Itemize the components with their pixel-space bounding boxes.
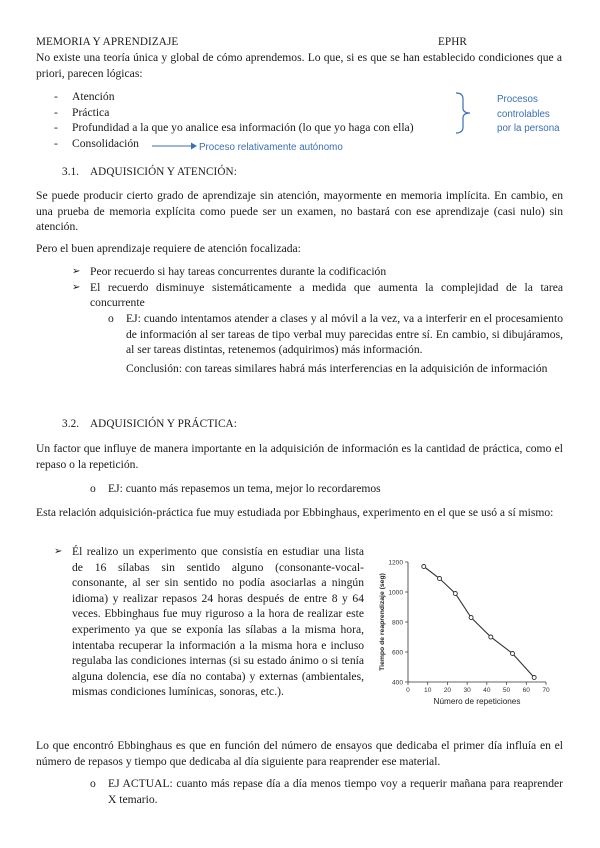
data-point <box>469 616 473 620</box>
y-ticks <box>388 560 408 687</box>
dash-marker: - <box>54 105 58 119</box>
dash-marker: - <box>54 90 58 103</box>
section1-paragraph-2: Pero el buen aprendizaje requiere de atención focalizada: <box>36 242 301 255</box>
x-tick-label: 40 <box>483 687 491 694</box>
data-point <box>422 565 426 569</box>
example-text: EJ ACTUAL: cuanto más repase día a día menos tiempo voy a requerir mañana para reaprender X temario. <box>108 777 563 806</box>
list-item <box>54 105 474 121</box>
section1-example-block <box>108 311 563 376</box>
section-number: 3.1. <box>62 166 80 178</box>
condition-text: Práctica <box>72 105 110 119</box>
note-line: por la persona <box>497 123 560 134</box>
x-axis-label: Número de repeticiones <box>433 697 521 706</box>
header-title: MEMORIA Y APRENDIZAJE <box>36 36 179 48</box>
y-tick-label: 1000 <box>388 589 403 597</box>
x-tick-label: 60 <box>522 687 530 694</box>
list-item <box>54 120 474 136</box>
list-item <box>54 89 474 105</box>
y-axis-label: Tiempo de reaprendizaje (seg) <box>379 573 386 671</box>
arrow-right-icon <box>150 140 200 152</box>
circle-bullet-icon: o <box>90 777 96 790</box>
list-item <box>90 776 563 807</box>
example-text: EJ: cuanto más repasemos un tema, mejor lo recordaremos <box>108 482 381 495</box>
note-line: Procesos <box>497 94 538 105</box>
x-ticks <box>406 682 550 694</box>
series-line <box>424 567 534 678</box>
y-tick-label: 400 <box>391 679 403 687</box>
section1-paragraph-1: Se puede producir cierto grado de aprendizaje sin atención, mayormente en memoria implícita. En cambio, en una prueba de memoria explícita como puede ser un examen, no bastará con ese aprendizaje (casi nulo) sin atención. <box>36 189 563 234</box>
circle-bullet-icon: o <box>108 312 114 325</box>
data-point <box>510 652 514 656</box>
bullet-text: Peor recuerdo si hay tareas concurrentes durante la codificación <box>90 265 387 278</box>
experiment-text: Él realizo un experimento que consistía en estudiar una lista de 16 sílabas sin sentido alguno (consonante-vocal-consonante, al ser sin sentido no podía asociarlas a ningún idioma) y realizar repasos 24 horas después de entre 8 y 64 veces. Ebbinghaus fue muy riguroso a la hora de realizar este experimento ya que se exponía las sílabas a la misma hora, intentaba recuperar la información a la misma hora e incluso regulaba las condiciones internas (si su estado ánimo o si tenía alguna dolencia, ese día no contaba) y externas (ambientales, mismas condiciones lumínicas, sonoras, etc.). <box>72 545 364 699</box>
list-item <box>108 311 563 358</box>
data-point <box>453 592 457 596</box>
dash-marker: - <box>54 121 58 135</box>
section2-paragraph-1: Un factor que influye de manera importante en la adquisición de información es la cantidad de práctica, como el repaso o la repetición. <box>36 442 563 471</box>
section2-current-example <box>90 776 563 807</box>
example-text: EJ: cuando intentamos atender a clases y al móvil a la vez, va a interferir en el procesamiento de información al ser tareas de tipo verbal muy parecidas entre sí. En cambio, si dibujáramos, al ser tareas distintas, retenemos (adquirimos) más información. <box>126 312 563 357</box>
section2-paragraph-3: Lo que encontró Ebbinghaus es que en función del número de ensayos que dedicaba el primer día influía en el número de repasos y tiempo que dedicaba al día siguiente para reaprender ese material. <box>36 739 563 768</box>
condition-text: Consolidación <box>72 136 139 150</box>
header-initials: EPHR <box>438 36 467 48</box>
ebbinghaus-relearning-chart <box>376 552 556 712</box>
x-tick-label: 20 <box>443 687 452 694</box>
condition-text: Atención <box>72 90 115 103</box>
arrowhead-bullet-icon: ➢ <box>72 281 81 293</box>
section-title: ADQUISICIÓN Y PRÁCTICA: <box>90 418 237 430</box>
data-point <box>438 577 442 581</box>
y-tick-label: 600 <box>391 649 403 657</box>
y-tick-label: 1200 <box>388 559 403 567</box>
bullet-text: El recuerdo disminuye sistemáticamente a medida que aumenta la complejidad de la tarea concurrente <box>90 280 563 310</box>
section2-example <box>90 481 560 497</box>
data-series <box>422 565 536 680</box>
data-point <box>532 676 536 680</box>
section1-bullets <box>72 264 563 311</box>
x-tick-label: 0 <box>406 687 410 694</box>
experiment-bullet <box>54 544 364 700</box>
section-title: ADQUISICIÓN Y ATENCIÓN: <box>90 166 237 178</box>
y-tick-label: 800 <box>391 619 403 627</box>
circle-bullet-icon: o <box>90 482 96 495</box>
controllable-processes-note <box>497 93 560 137</box>
conclusion-text: Conclusión: con tareas similares habrá más interferencias en la adquisición de información <box>126 361 548 375</box>
note-line: controlables <box>497 108 550 120</box>
list-item <box>72 280 563 311</box>
x-tick-label: 50 <box>502 687 511 694</box>
arrowhead-bullet-icon: ➢ <box>54 546 63 557</box>
arrowhead-bullet-icon: ➢ <box>72 266 81 277</box>
intro-paragraph: No existe una teoría única y global de cómo aprendemos. Lo que, si es que se han establecido condiciones que a priori, parecen lógicas: <box>36 51 562 80</box>
dash-marker: - <box>54 136 58 150</box>
list-item <box>90 481 560 497</box>
x-tick-label: 30 <box>463 687 471 694</box>
x-tick-label: 70 <box>542 687 550 694</box>
curly-brace-icon <box>452 90 476 136</box>
data-point <box>489 635 493 639</box>
section-number: 3.2. <box>62 418 80 430</box>
list-item <box>54 544 364 700</box>
list-item <box>72 264 563 280</box>
section2-paragraph-2: Esta relación adquisición-práctica fue muy estudiada por Ebbinghaus, experimento en el que se usó a sí mismo: <box>36 506 554 519</box>
condition-text: Profundidad a la que yo analice esa información (lo que yo haga con ella) <box>72 121 414 135</box>
x-tick-label: 10 <box>424 687 432 694</box>
autonomous-process-note: Proceso relativamente autónomo <box>199 142 343 153</box>
